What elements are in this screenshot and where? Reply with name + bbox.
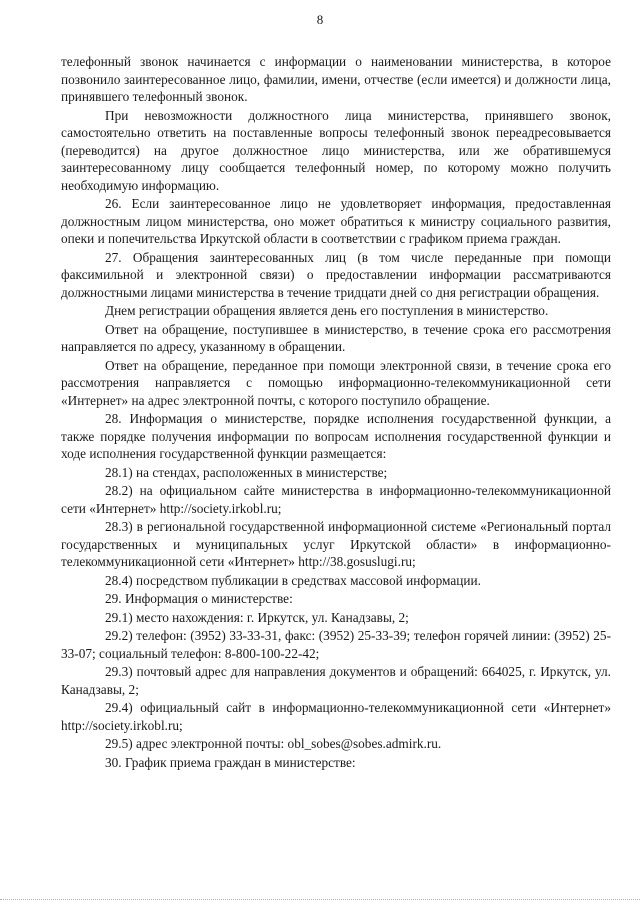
paragraph-29-5: 29.5) адрес электронной почты: obl_sobes@sobes.admirk.ru. <box>105 736 442 751</box>
paragraph-28-3: 28.3) в региональной государственной информационной системе «Региональный портал государственных и муниципальных услуг Иркутской области» в информационно-телекоммуникационной сети «Интернет» http://38.gosuslugi.ru; <box>61 519 611 569</box>
paragraph-28-2: 28.2) на официальном сайте министерства в информационно-телекоммуникационной сети «Интернет» http://society.irkobl.ru; <box>61 483 611 516</box>
paragraph-29-1: 29.1) место нахождения: г. Иркутск, ул. Канадзавы, 2; <box>105 609 409 625</box>
paragraph-phone-call-start: телефонный звонок начинается с информации о наименовании министерства, в которое позвонило заинтересованное лицо, фамилии, имени, отчестве (если имеется) и должности лица, принявшего телефонный звонок. <box>61 54 611 104</box>
paragraph-28: 28. Информация о министерстве, порядке исполнения государственной функции, а также порядке получения информации по вопросам исполнения государственной функции и ходе исполнения государственной функции размещается: <box>61 411 611 461</box>
paragraph-29: 29. Информация о министерстве: <box>105 591 293 606</box>
paragraph-call-redirect: При невозможности должностного лица министерства, принявшего звонок, самостоятельно ответить на поставленные вопросы телефонный звонок переадресовывается (переводится) на другое должностное лицо министерства, или же обратившемуся заинтересованному лицу сообщается телефонный номер, по которому можно получить необходимую информацию. <box>61 107 611 193</box>
paragraph-answer-by-address: Ответ на обращение, поступившее в министерство, в течение срока его рассмотрения направляется по адресу, указанному в обращении. <box>61 321 611 354</box>
paragraph-27: 27. Обращения заинтересованных лиц (в том числе переданные при помощи факсимильной и электронной связи) о предоставлении информации рассматриваются должностными лицами министерства в течение тридцати дней со дня регистрации обращения. <box>61 249 611 300</box>
paragraph-26: 26. Если заинтересованное лицо не удовлетворяет информация, предоставленная должностным лицом министерства, оно может обратиться к министру социального развития, опеки и попечительства Иркутской области в соответствии с графиком приема граждан. <box>61 196 611 246</box>
paragraph-28-1: 28.1) на стендах, расположенных в министерстве; <box>105 464 388 480</box>
paragraph-registration-day: Днем регистрации обращения является день его поступления в министерство. <box>105 303 549 318</box>
paragraph-29-3: 29.3) почтовый адрес для направления документов и обращений: 664025, г. Иркутск, ул. Канадзавы, 2; <box>61 664 611 697</box>
paragraph-28-4: 28.4) посредством публикации в средствах массовой информации. <box>105 572 481 588</box>
paragraph-29-2: 29.2) телефон: (3952) 33-33-31, факс: (3952) 25-33-39; телефон горячей линии: (3952) 25-33-07; социальный телефон: 8-800-100-22-42; <box>61 628 611 661</box>
paragraph-30: 30. График приема граждан в министерстве: <box>105 754 356 770</box>
paragraph-29-4: 29.4) официальный сайт в информационно-телекоммуникационной сети «Интернет» http://society.irkobl.ru; <box>61 700 611 733</box>
document-body <box>61 53 611 771</box>
page-number: 8 <box>316 12 324 27</box>
paragraph-answer-by-email: Ответ на обращение, переданное при помощи электронной связи, в течение срока его рассмотрения направляется с помощью информационно-телекоммуникационной сети «Интернет» на адрес электронной почты, с которого поступило обращение. <box>61 357 611 408</box>
page-bottom-edge <box>0 899 640 901</box>
